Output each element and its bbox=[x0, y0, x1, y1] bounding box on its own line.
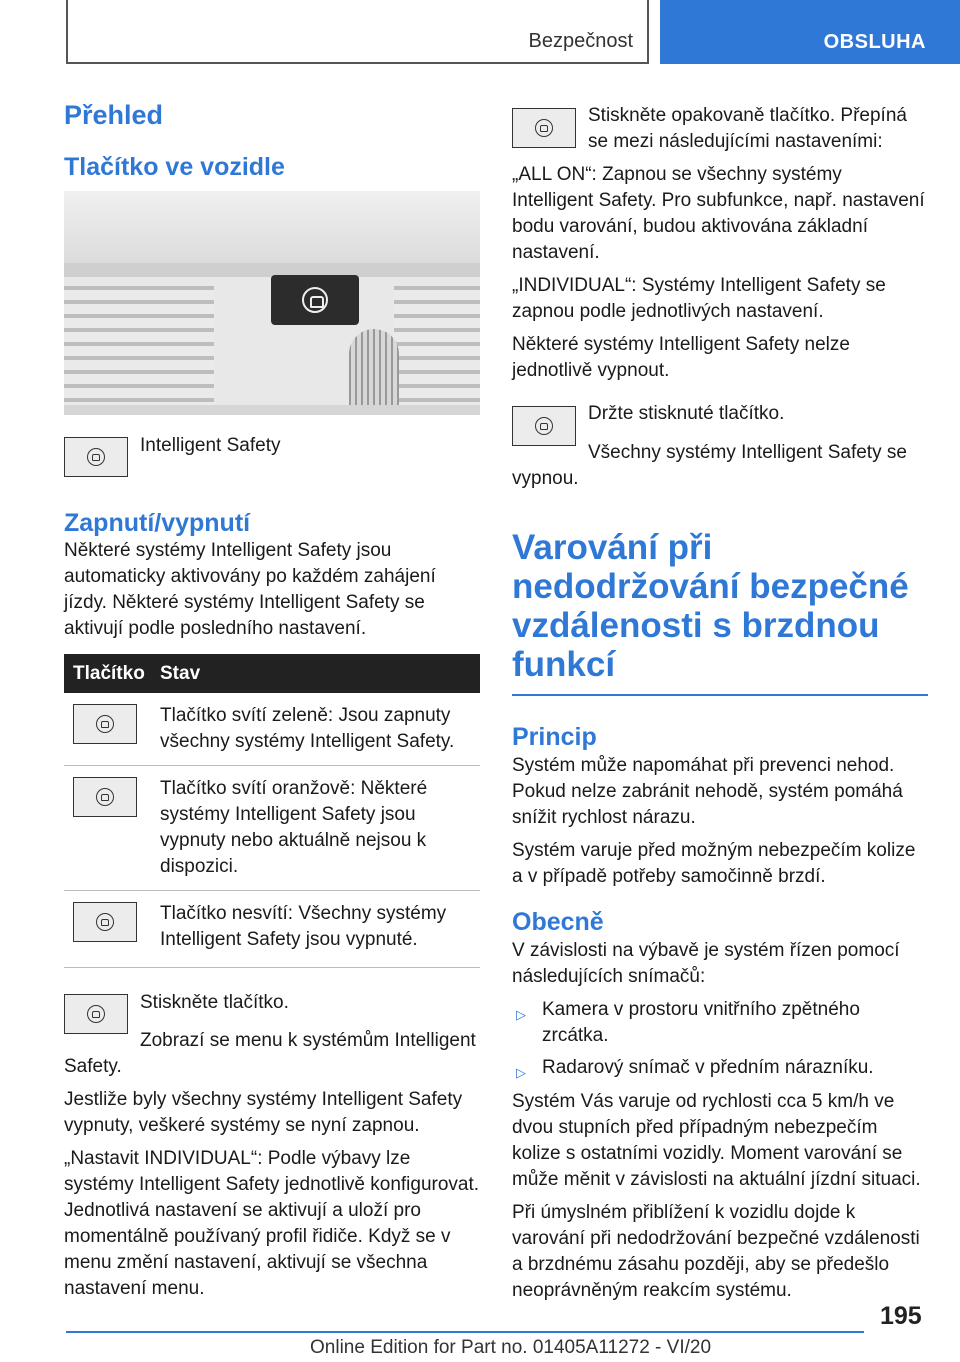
heading-tlacitko: Tlačítko ve vozidle bbox=[64, 153, 285, 181]
table-header-button: Tlačítko bbox=[64, 654, 160, 693]
table-cell-state: Tlačítko nesvítí: Všechny systémy Intelligent Safety jsou vypnuté. bbox=[160, 891, 480, 968]
table-row bbox=[64, 766, 480, 891]
heading-princip: Princip bbox=[512, 723, 597, 751]
intelligent-safety-icon bbox=[512, 406, 576, 446]
volume-knob bbox=[349, 329, 399, 415]
intelligent-safety-icon bbox=[64, 994, 128, 1034]
all-on-paragraph: „ALL ON“: Zapnou se všechny systémy Intelligent Safety. Pro subfunkce, např. nastavení bodu varování, budou aktivována základní nastavení. bbox=[512, 164, 925, 263]
left-column bbox=[64, 98, 480, 1309]
cannot-disable-paragraph: Některé systémy Intelligent Safety nelze jednotlivě vypnout. bbox=[512, 334, 850, 381]
heading-prehled: Přehled bbox=[64, 100, 164, 130]
triangle-bullet-icon: ▷ bbox=[516, 1065, 526, 1080]
individual-setting-paragraph: „INDIVIDUAL“: Systémy Intelligent Safety se zapnou podle jednotlivých nastavení. bbox=[512, 275, 886, 322]
table-header-state: Stav bbox=[160, 654, 480, 693]
press-result: Zobrazí se menu k systémům Intelligent Safety. bbox=[64, 1030, 476, 1077]
list-item: ▷ Radarový snímač v předním nárazníku. bbox=[512, 1055, 928, 1081]
state-table bbox=[64, 654, 480, 968]
hold-result: Všechny systémy Intelligent Safety se vypnou. bbox=[512, 442, 907, 489]
section-rule bbox=[512, 694, 928, 696]
intelligent-safety-icon bbox=[73, 902, 137, 942]
intelligent-safety-icon bbox=[512, 108, 576, 148]
speed-paragraph: Systém Vás varuje od rychlosti cca 5 km/h ve dvou stupních před případným nebezpečím kolize s ostatními vozidly. Moment varování se může měnit v závislosti na aktuální jízdní situaci. bbox=[512, 1091, 921, 1190]
right-column bbox=[512, 106, 928, 1311]
table-cell-state: Tlačítko svítí zeleně: Jsou zapnuty všechny systémy Intelligent Safety. bbox=[160, 693, 480, 766]
princip-paragraph-1: Systém může napomáhat při prevenci nehod. Pokud nelze zabránit nehodě, systém pomáhá snížit rychlost nárazu. bbox=[512, 755, 903, 828]
page-number: 195 bbox=[880, 1302, 922, 1330]
sensor-list bbox=[512, 997, 928, 1081]
table-row bbox=[64, 693, 480, 766]
intro-paragraph: Některé systémy Intelligent Safety jsou automaticky aktivovány po každém zahájení jízdy. Některé systémy Intelligent Safety se aktivují podle posledního nastavení. bbox=[64, 540, 436, 639]
section-title: Bezpečnost bbox=[528, 30, 633, 52]
approach-paragraph: Při úmyslném přiblížení k vozidlu dojde k varování při nedodržování bezpečné vzdálenosti a brzdnému zásahu později, aby se předešlo neoprávněným reakcím systému. bbox=[512, 1202, 920, 1301]
triangle-bullet-icon: ▷ bbox=[516, 1007, 526, 1022]
hold-step: Držte stisknuté tlačítko. bbox=[588, 403, 785, 424]
princip-paragraph-2: Systém varuje před možným nebezpečím kolize a v případě potřeby samočinně brzdí. bbox=[512, 840, 916, 887]
repeat-instruction bbox=[512, 106, 928, 162]
footer-rule bbox=[66, 1331, 864, 1333]
intelligent-safety-icon bbox=[73, 777, 137, 817]
heading-obecne: Obecně bbox=[512, 908, 604, 936]
chapter-tab bbox=[660, 0, 960, 64]
footer-edition: Online Edition for Part no. 01405A11272 - VI/20 bbox=[310, 1337, 712, 1358]
intelligent-safety-button-photo bbox=[271, 275, 359, 325]
obecne-paragraph: V závislosti na výbavě je systém řízen pomocí následujících snímačů: bbox=[512, 940, 900, 987]
heading-distance-warning: Varování při nedodržování bezpečné vzdálenosti s brzdnou funkcí bbox=[512, 528, 909, 684]
heading-zapnuti: Zapnutí/vypnutí bbox=[64, 509, 251, 537]
individual-paragraph: „Nastavit INDIVIDUAL“: Podle výbavy lze systémy Intelligent Safety jednotlivě konfigurovat. Jednotlivá nastavení se aktivují a uloží pro momentálně používaný profil řidiče. Když se v menu změní nastavení, aktivují se všechna nastavení menu. bbox=[64, 1148, 480, 1299]
intelligent-safety-icon bbox=[302, 287, 328, 313]
table-cell-state: Tlačítko svítí oranžově: Některé systémy Intelligent Safety jsou vypnuty nebo aktuálně nejsou k dispozici. bbox=[160, 766, 480, 891]
intelligent-safety-icon bbox=[73, 704, 137, 744]
icon-legend bbox=[64, 435, 480, 477]
table-row bbox=[64, 891, 480, 968]
intelligent-safety-icon bbox=[64, 437, 128, 477]
vehicle-button-photo bbox=[64, 191, 480, 415]
repeat-step: Stiskněte opakovaně tlačítko. Přepíná se mezi následujícími nastaveními: bbox=[588, 105, 907, 152]
header-frame bbox=[66, 0, 649, 64]
chapter-tab-label: OBSLUHA bbox=[823, 31, 926, 53]
icon-caption: Intelligent Safety bbox=[140, 435, 281, 456]
press-step: Stiskněte tlačítko. bbox=[140, 992, 289, 1013]
all-off-paragraph: Jestliže byly všechny systémy Intelligent Safety vypnuty, veškeré systémy se nyní zapnou. bbox=[64, 1089, 463, 1136]
list-item: ▷ Kamera v prostoru vnitřního zpětného zrcátka. bbox=[516, 999, 860, 1046]
